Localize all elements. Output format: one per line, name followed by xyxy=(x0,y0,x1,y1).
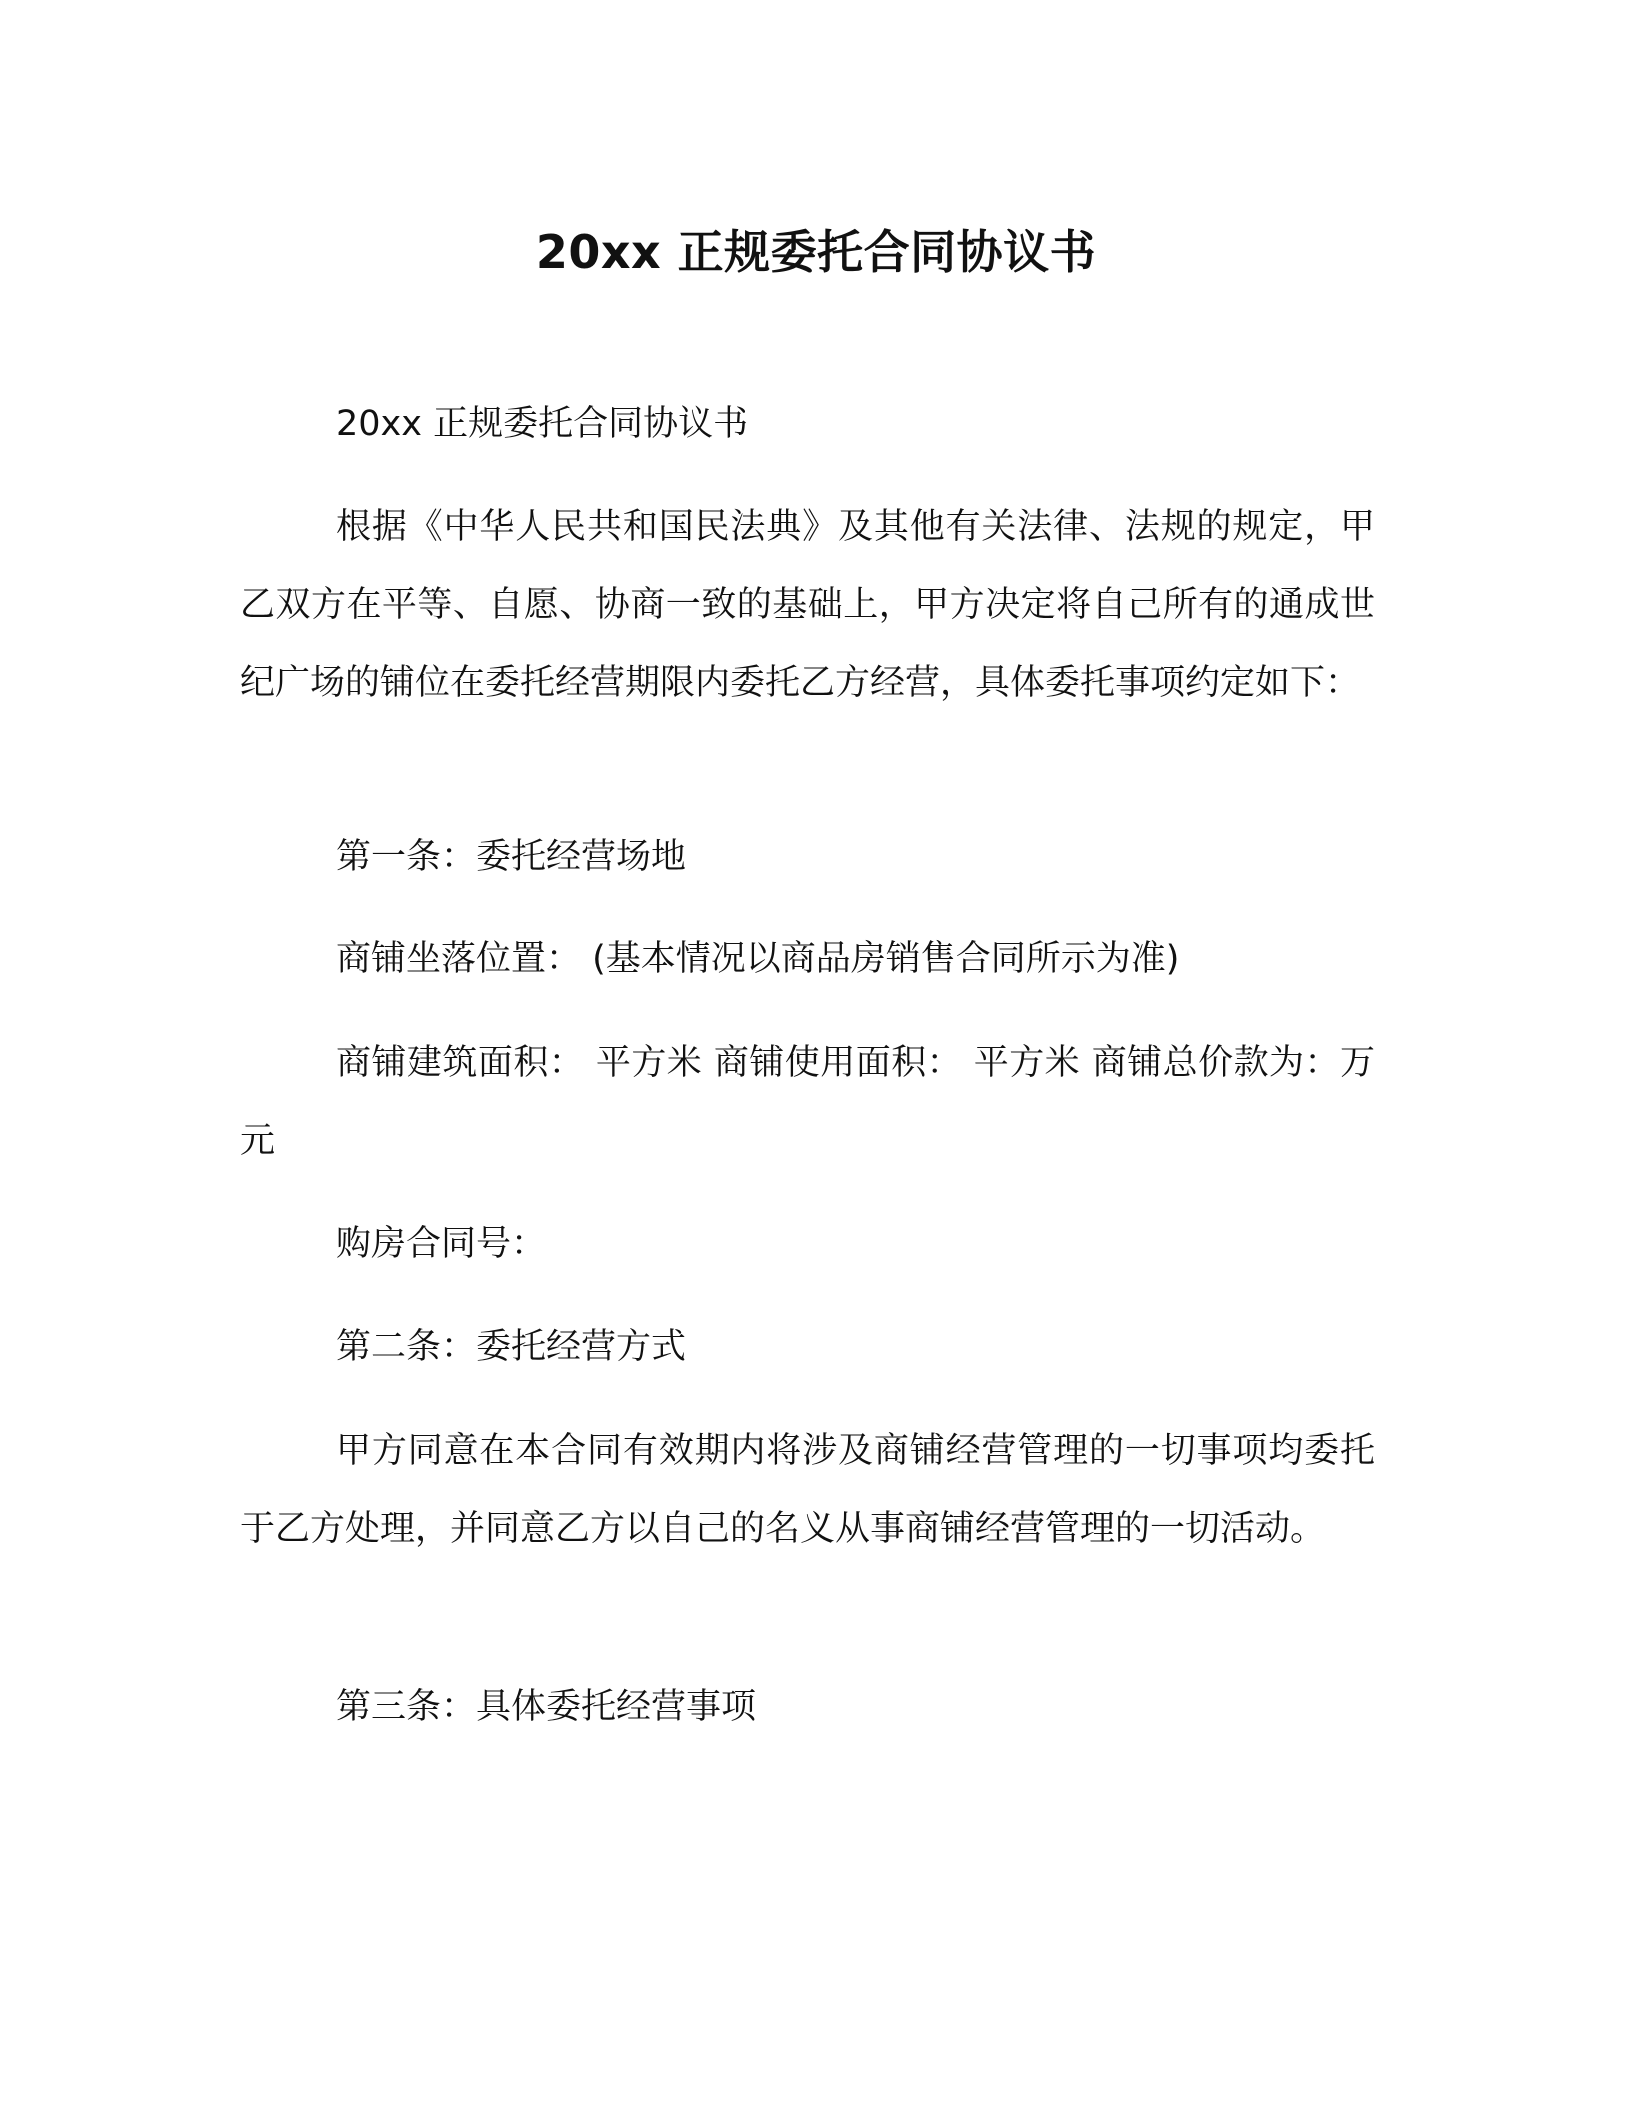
article-3-heading: 第三条：具体委托经营事项 xyxy=(336,1687,757,1727)
paragraph-preamble: 根据《中华人民共和国民法典》及其他有关法律、法规的规定，甲乙双方在平等、自愿、协商一致的基础上，甲方决定将自己所有的通成世纪广场的铺位在委托经营期限内委托乙方经营，具体委托事项约定如下： xyxy=(240,507,1375,703)
paragraph-shop-location: 商铺坐落位置： (基本情况以商品房销售合同所示为准) xyxy=(336,939,1180,979)
paragraph-entrustment: 甲方同意在本合同有效期内将涉及商铺经营管理的一切事项均委托于乙方处理，并同意乙方以自己的名义从事商铺经营管理的一切活动。 xyxy=(240,1431,1375,1549)
paragraph-contract-number: 购房合同号： xyxy=(336,1224,547,1264)
paragraph-shop-area: 商铺建筑面积： 平方米 商铺使用面积： 平方米 商铺总价款为：万元 xyxy=(240,1043,1375,1161)
article-1-heading: 第一条：委托经营场地 xyxy=(336,837,687,877)
document-title: 20xx 正规委托合同协议书 xyxy=(535,225,1097,279)
paragraph-subtitle: 20xx 正规委托合同协议书 xyxy=(336,404,749,444)
article-2-heading: 第二条：委托经营方式 xyxy=(336,1327,687,1367)
